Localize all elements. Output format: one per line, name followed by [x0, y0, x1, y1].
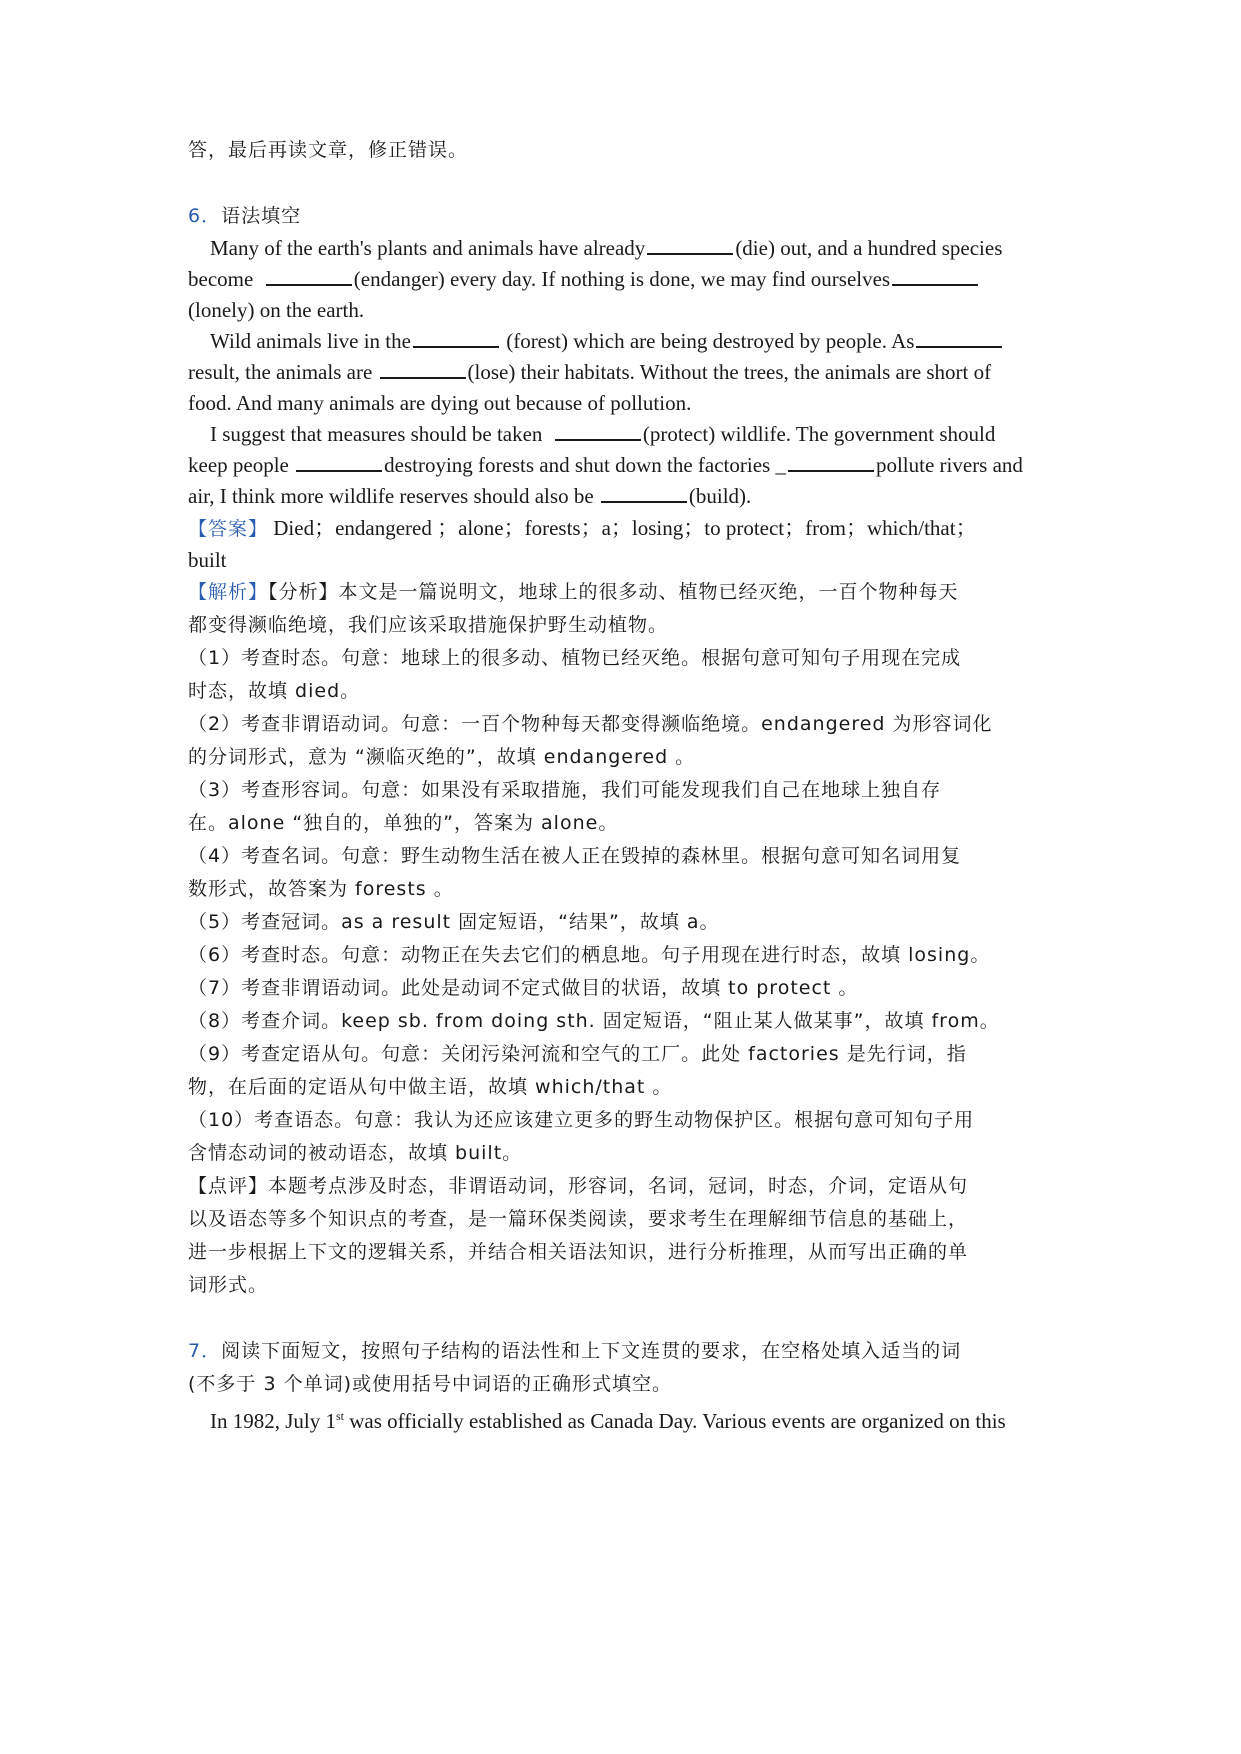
analysis-label: 【解析】 [188, 581, 269, 603]
comment-line: 词形式。 [188, 1274, 269, 1296]
answer-line [188, 514, 1054, 543]
answer-text: Died；endangered ；alone；forests；a；losing；to protect；from；which/that； [268, 516, 977, 540]
blank-1[interactable] [647, 235, 733, 255]
passage-line: air, I think more wildlife reserves should also be (build). [188, 484, 752, 508]
comment-line: 以及语态等多个知识点的考查，是一篇环保类阅读，要求考生在理解细节信息的基础上， [188, 1208, 969, 1230]
passage-line: Many of the earth's plants and animals have already (die) out, and a hundred species [210, 236, 1003, 260]
passage-line: I suggest that measures should be taken (protect) wildlife. The government should [210, 422, 996, 446]
blank-10[interactable] [601, 483, 687, 503]
question-7-instruction: (不多于 3 个单词)或使用括号中词语的正确形式填空。 [188, 1373, 672, 1395]
passage-line: In 1982, July 1st was officially established as Canada Day. Various events are organized on this [210, 1409, 1006, 1433]
analysis-item: （9）考查定语从句。句意：关闭污染河流和空气的工厂。此处 factories 是先行词，指 [188, 1043, 967, 1065]
analysis-item: （6）考查时态。句意：动物正在失去它们的栖息地。句子用现在进行时态，故填 losing。 [188, 944, 991, 966]
analysis-item: （3）考查形容词。句意：如果没有采取措施，我们可能发现我们自己在地球上独自存 [188, 779, 942, 801]
passage-line: (lonely) on the earth. [188, 298, 365, 322]
analysis-item: （2）考查非谓语动词。句意：一百个物种每天都变得濒临绝境。endangered 为形容词化 [188, 713, 993, 735]
question-number: 6． [188, 205, 222, 227]
question-7-heading: 7．阅读下面短文，按照句子结构的语法性和上下文连贯的要求，在空格处填入适当的词 [188, 1340, 962, 1362]
analysis-line: 【解析】【分析】本文是一篇说明文，地球上的很多动、植物已经灭绝，一百个物种每天 [188, 581, 959, 603]
comment-line: 【点评】本题考点涉及时态，非谓语动词，形容词，名词，冠词，时态，介词，定语从句 [188, 1175, 969, 1197]
passage-line: keep people destroying forests and shut down the factories _ pollute rivers and [188, 453, 1023, 477]
question-number: 7． [188, 1340, 222, 1362]
analysis-item: 含情态动词的被动语态，故填 built。 [188, 1142, 523, 1164]
answer-line: built [188, 548, 227, 572]
passage-line: result, the animals are (lose) their habitats. Without the trees, the animals are short of [188, 360, 992, 384]
blank-3[interactable] [892, 266, 978, 286]
passage-line: become (endanger) every day. If nothing is done, we may find ourselves [188, 265, 1054, 293]
passage-line: food. And many animals are dying out because of pollution. [188, 391, 692, 415]
blank-2[interactable] [266, 266, 352, 286]
analysis-item: （1）考查时态。句意：地球上的很多动、植物已经灭绝。根据句意可知句子用现在完成 [188, 647, 962, 669]
analysis-item: 物，在后面的定语从句中做主语，故填 which/that 。 [188, 1076, 673, 1098]
passage-line: Wild animals live in the (forest) which are being destroyed by people. As [188, 327, 1076, 355]
analysis-item: （7）考查非谓语动词。此处是动词不定式做目的状语，故填 to protect 。 [188, 977, 859, 999]
blank-9[interactable] [788, 452, 874, 472]
analysis-item: 时态，故填 died。 [188, 680, 361, 702]
continued-text: 答，最后再读文章，修正错误。 [188, 139, 469, 161]
comment-line: 进一步根据上下文的逻辑关系，并结合相关语法知识，进行分析推理，从而写出正确的单 [188, 1241, 969, 1263]
analysis-item: （10）考查语态。句意：我认为还应该建立更多的野生动物保护区。根据句意可知句子用 [188, 1109, 975, 1131]
analysis-item: 的分词形式，意为 “濒临灭绝的”，故填 endangered 。 [188, 746, 696, 768]
question-6-heading [188, 202, 1054, 230]
analysis-line: 都变得濒临绝境，我们应该采取措施保护野生动植物。 [188, 614, 669, 636]
blank-8[interactable] [296, 452, 382, 472]
analysis-item: （5）考查冠词。as a result 固定短语，“结果”，故填 a。 [188, 911, 720, 933]
analysis-item: （4）考查名词。句意：野生动物生活在被人正在毁掉的森林里。根据句意可知名词用复 [188, 845, 962, 867]
blank-6[interactable] [380, 359, 466, 379]
answer-label: 【答案】 [188, 518, 269, 540]
blank-4[interactable] [413, 328, 499, 348]
analysis-item: （8）考查介词。keep sb. from doing sth. 固定短语，“阻止某人做某事”，故填 from。 [188, 1010, 1000, 1032]
blank-7[interactable] [555, 421, 641, 441]
blank-5[interactable] [916, 328, 1002, 348]
question-title: 语法填空 [221, 205, 302, 227]
analysis-item: 在。alone “独自的，单独的”，答案为 alone。 [188, 812, 619, 834]
analysis-item: 数形式，故答案为 forests 。 [188, 878, 454, 900]
